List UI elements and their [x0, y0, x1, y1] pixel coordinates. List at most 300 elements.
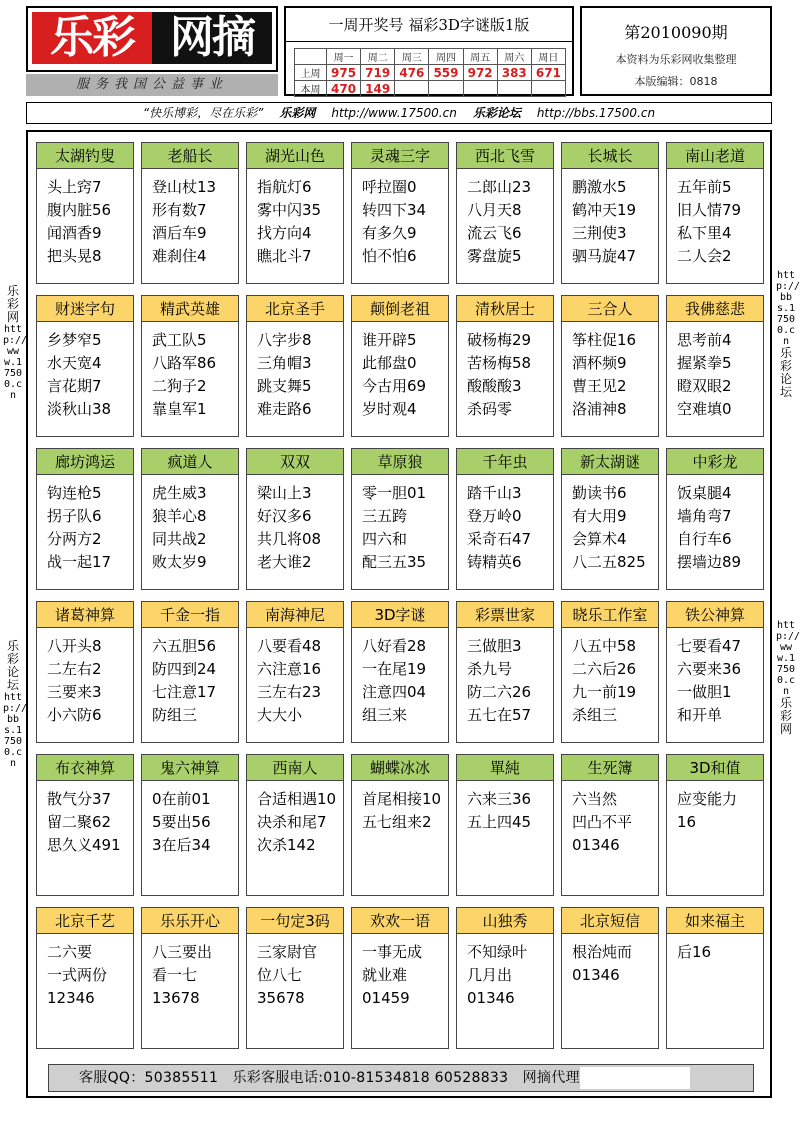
period-box — [580, 6, 772, 96]
riddle-card-title: 南海神尼 — [247, 602, 343, 628]
riddle-card-body — [142, 934, 238, 1010]
riddle-card — [36, 907, 134, 1049]
riddle-line: 应变能力 — [677, 790, 738, 808]
riddle-line: 战一起17 — [47, 553, 112, 571]
draw-number: 559 — [429, 65, 463, 81]
riddle-card-body — [37, 169, 133, 268]
riddle-line: 六五胆56 — [152, 637, 217, 655]
riddle-line: 二人会2 — [677, 247, 732, 265]
riddle-card-title: 北京千艺 — [37, 908, 133, 934]
riddle-card-body — [352, 934, 448, 1010]
riddle-card-body — [352, 628, 448, 727]
riddle-card-body — [352, 781, 448, 834]
riddle-line: 难刹住4 — [152, 247, 207, 265]
riddle-card — [456, 754, 554, 896]
riddle-card-body — [562, 628, 658, 727]
riddle-line: 01459 — [362, 989, 410, 1007]
issue-box — [284, 6, 574, 96]
riddle-line: 六要来36 — [677, 660, 742, 678]
riddle-line: 驷马旋47 — [572, 247, 637, 265]
riddle-card-title: 精武英雄 — [142, 296, 238, 322]
riddle-line: 指航灯6 — [257, 178, 312, 196]
right-side-site-name: 乐彩网 — [779, 696, 792, 736]
riddle-card — [666, 907, 764, 1049]
riddle-line: 几月出 — [467, 966, 513, 984]
riddle-line: 梁山上3 — [257, 484, 312, 502]
riddle-line: 七注意17 — [152, 683, 217, 701]
riddle-card — [666, 754, 764, 896]
riddle-line: 二六后26 — [572, 660, 637, 678]
riddle-line: 乡梦窄5 — [47, 331, 102, 349]
riddle-line: 八字步8 — [257, 331, 312, 349]
riddle-line: 凹凸不平 — [572, 813, 633, 831]
issue-title: 一周开奖号 福彩3D字谜版1版 — [286, 8, 572, 42]
riddle-line: 拐子队6 — [47, 507, 102, 525]
riddle-line: 八二五825 — [572, 553, 646, 571]
riddle-card-body — [247, 781, 343, 857]
riddle-card-body — [247, 322, 343, 421]
right-side-text-bottom — [776, 620, 800, 736]
riddle-card-title: 南山老道 — [667, 143, 763, 169]
motto: “快乐博彩，尽在乐彩” — [142, 106, 264, 120]
riddle-card — [246, 448, 344, 590]
riddle-line: 注意四04 — [362, 683, 427, 701]
riddle-card-title: 3D字谜 — [352, 602, 448, 628]
riddle-line: 就业难 — [362, 966, 408, 984]
riddle-line: 二狗子2 — [152, 377, 207, 395]
riddle-line: 3在后34 — [152, 836, 211, 854]
day-header: 周二 — [361, 49, 395, 65]
riddle-line: 有大用9 — [572, 507, 627, 525]
riddle-card-title: 疯道人 — [142, 449, 238, 475]
riddle-card-title: 晓乐工作室 — [562, 602, 658, 628]
riddle-card — [141, 142, 239, 284]
riddle-line: 八开头8 — [47, 637, 102, 655]
riddle-line: 旧人情79 — [677, 201, 742, 219]
riddle-card — [456, 448, 554, 590]
riddle-line: 位八七 — [257, 966, 303, 984]
riddle-line: 后16 — [677, 943, 712, 961]
riddle-line: 私下里4 — [677, 224, 732, 242]
riddle-line: 苦杨梅58 — [467, 354, 532, 372]
last-week-label: 上周 — [295, 65, 327, 81]
slogan: 服务我国公益事业 — [26, 74, 278, 96]
riddle-card-body — [142, 322, 238, 421]
riddle-card — [141, 907, 239, 1049]
left-side-site-url: http://www.17500.cn — [3, 324, 28, 401]
riddle-line: 和开单 — [677, 706, 723, 724]
riddle-board — [26, 130, 772, 1098]
riddle-line: 曹王见2 — [572, 377, 627, 395]
riddle-card — [246, 907, 344, 1049]
riddle-line: 七要看47 — [677, 637, 742, 655]
riddle-card-title: 三合人 — [562, 296, 658, 322]
riddle-card — [141, 295, 239, 437]
riddle-card-title: 北京圣手 — [247, 296, 343, 322]
riddle-line: 靠皇军1 — [152, 400, 207, 418]
riddle-line: 闻酒香9 — [47, 224, 102, 242]
draw-number: 719 — [361, 65, 395, 81]
logo-black-text: 网摘 — [152, 12, 272, 64]
riddle-line: 八路军86 — [152, 354, 217, 372]
riddle-card-body — [667, 475, 763, 574]
riddle-card — [561, 754, 659, 896]
agent-blank — [580, 1067, 690, 1089]
riddle-line: 防组三 — [152, 706, 198, 724]
riddle-line: 狼羊心8 — [152, 507, 207, 525]
riddle-line: 决杀和尾7 — [257, 813, 327, 831]
riddle-line: 八要看48 — [257, 637, 322, 655]
period-number: 第2010090期 — [624, 23, 728, 42]
draw-number: 972 — [463, 65, 497, 81]
riddle-line: 败太岁9 — [152, 553, 207, 571]
day-header: 周三 — [395, 49, 429, 65]
draw-number: 383 — [497, 65, 531, 81]
riddle-line: 组三来 — [362, 706, 408, 724]
agent-label: 网摘代理 — [522, 1070, 580, 1086]
riddle-card-title: 3D和值 — [667, 755, 763, 781]
riddle-card-body — [247, 934, 343, 1010]
link-bar — [26, 102, 772, 124]
riddle-line: 01346 — [572, 836, 620, 854]
riddle-card-title: 西南人 — [247, 755, 343, 781]
riddle-card-title: 千金一指 — [142, 602, 238, 628]
riddle-line: 看一七 — [152, 966, 198, 984]
riddle-line: 根治炖而 — [572, 943, 633, 961]
riddle-line: 防四到24 — [152, 660, 217, 678]
draw-number: 671 — [531, 65, 565, 81]
riddle-line: 岁时观4 — [362, 400, 417, 418]
draw-results-table — [294, 48, 566, 97]
riddle-card-body — [37, 628, 133, 727]
riddle-card-body — [667, 169, 763, 268]
riddle-line: 一事无成 — [362, 943, 423, 961]
riddle-card-title: 一句定3码 — [247, 908, 343, 934]
riddle-card — [351, 142, 449, 284]
riddle-card-body — [142, 781, 238, 857]
riddle-line: 言花期7 — [47, 377, 102, 395]
riddle-card-body — [37, 934, 133, 1010]
riddle-line: 一在尾19 — [362, 660, 427, 678]
riddle-line: 八三要出 — [152, 943, 213, 961]
right-side-site-url: http://www.17500.cn — [776, 620, 800, 697]
riddle-line: 三角帽3 — [257, 354, 312, 372]
riddle-line: 留二聚62 — [47, 813, 112, 831]
draw-number — [463, 81, 497, 97]
riddle-card — [246, 754, 344, 896]
riddle-line: 鹏激水5 — [572, 178, 627, 196]
riddle-card — [456, 907, 554, 1049]
riddle-card-body — [37, 322, 133, 421]
riddle-card-title: 诸葛神算 — [37, 602, 133, 628]
riddle-line: 五年前5 — [677, 178, 732, 196]
riddle-line: 5要出56 — [152, 813, 211, 831]
left-side-forum-url: http://bbs.17500.cn — [3, 692, 28, 769]
riddle-card — [456, 295, 554, 437]
riddle-card — [666, 601, 764, 743]
riddle-card — [351, 448, 449, 590]
riddle-card-title: 中彩龙 — [667, 449, 763, 475]
riddle-card — [141, 601, 239, 743]
riddle-line: 01346 — [467, 989, 515, 1007]
riddle-line: 合适相遇10 — [257, 790, 337, 808]
riddle-card-title: 生死簿 — [562, 755, 658, 781]
riddle-line: 三做胆3 — [467, 637, 522, 655]
riddle-card-body — [667, 934, 763, 964]
riddle-line: 酒杯频9 — [572, 354, 627, 372]
riddle-card — [246, 295, 344, 437]
riddle-line: 踏千山3 — [467, 484, 522, 502]
draw-number: 476 — [395, 65, 429, 81]
riddle-card-body — [562, 169, 658, 268]
riddle-line: 瞧北斗7 — [257, 247, 312, 265]
riddle-line: 杀码零 — [467, 400, 513, 418]
day-header: 周一 — [327, 49, 361, 65]
draw-table-corner — [295, 49, 327, 65]
riddle-line: 三五跨 — [362, 507, 408, 525]
riddle-line: 形有数7 — [152, 201, 207, 219]
right-side-forum-url: http://bbs.17500.cn — [776, 270, 800, 347]
riddle-line: 登万岭0 — [467, 507, 522, 525]
riddle-card — [561, 142, 659, 284]
left-side-text-top — [3, 284, 28, 401]
riddle-line: 洛浦神8 — [572, 400, 627, 418]
riddle-line: 腹内脏56 — [47, 201, 112, 219]
riddle-card — [351, 601, 449, 743]
riddle-card-body — [667, 322, 763, 421]
riddle-card-title: 老船长 — [142, 143, 238, 169]
riddle-card-title: 太湖钓叟 — [37, 143, 133, 169]
riddle-card-title: 财迷字句 — [37, 296, 133, 322]
riddle-card — [456, 601, 554, 743]
riddle-line: 酒后车9 — [152, 224, 207, 242]
riddle-line: 同共战2 — [152, 530, 207, 548]
riddle-card — [36, 601, 134, 743]
forum-label: 乐彩论坛 — [472, 106, 521, 120]
riddle-line: 四六和 — [362, 530, 408, 548]
left-side-text-bottom — [3, 639, 28, 769]
right-side-text-top — [776, 270, 800, 399]
riddle-line: 一做胆1 — [677, 683, 732, 701]
riddle-line: 破杨梅29 — [467, 331, 532, 349]
riddle-card-body — [562, 781, 658, 857]
riddle-card-title: 新太湖谜 — [562, 449, 658, 475]
riddle-line: 三要来3 — [47, 683, 102, 701]
riddle-line: 九一前19 — [572, 683, 637, 701]
draw-number — [497, 81, 531, 97]
riddle-line: 跳支舞5 — [257, 377, 312, 395]
service-qq: 客服QQ：50385511 — [79, 1070, 219, 1086]
riddle-card-title: 双双 — [247, 449, 343, 475]
riddle-line: 12346 — [47, 989, 95, 1007]
riddle-card — [141, 754, 239, 896]
riddle-card-title: 鬼六神算 — [142, 755, 238, 781]
riddle-card-body — [37, 475, 133, 574]
riddle-card — [141, 448, 239, 590]
riddle-line: 13678 — [152, 989, 200, 1007]
riddle-line: 杀九号 — [467, 660, 513, 678]
riddle-card — [351, 907, 449, 1049]
riddle-line: 思考前4 — [677, 331, 732, 349]
riddle-line: 好汉多6 — [257, 507, 312, 525]
riddle-line: 流云飞6 — [467, 224, 522, 242]
site-link[interactable]: http://www.17500.cn — [331, 106, 457, 120]
riddle-line: 瞪双眼2 — [677, 377, 732, 395]
riddle-line: 怕不怕6 — [362, 247, 417, 265]
riddle-card-body — [562, 934, 658, 987]
riddle-card — [351, 295, 449, 437]
riddle-card-body — [352, 475, 448, 574]
riddle-card — [561, 907, 659, 1049]
riddle-card-body — [667, 781, 763, 834]
riddle-card-body — [457, 781, 553, 834]
riddle-line: 0在前01 — [152, 790, 211, 808]
riddle-card — [666, 448, 764, 590]
day-header: 周日 — [531, 49, 565, 65]
riddle-line: 雾中闪35 — [257, 201, 322, 219]
riddle-line: 01346 — [572, 966, 620, 984]
riddle-card-title: 北京短信 — [562, 908, 658, 934]
riddle-card — [456, 142, 554, 284]
riddle-card-body — [562, 475, 658, 574]
day-header: 周四 — [429, 49, 463, 65]
riddle-card-title: 西北飞雪 — [457, 143, 553, 169]
draw-number: 470 — [327, 81, 361, 97]
riddle-card-title: 草原狼 — [352, 449, 448, 475]
riddle-card — [36, 142, 134, 284]
riddle-card-title: 千年虫 — [457, 449, 553, 475]
riddle-card-title: 如来福主 — [667, 908, 763, 934]
riddle-line: 鹤冲天19 — [572, 201, 637, 219]
riddle-line: 零一胆01 — [362, 484, 427, 502]
riddle-card-title: 灵魂三字 — [352, 143, 448, 169]
riddle-line: 把头晃8 — [47, 247, 102, 265]
riddle-card-title: 乐乐开心 — [142, 908, 238, 934]
riddle-line: 次杀142 — [257, 836, 316, 854]
riddle-card — [246, 601, 344, 743]
riddle-line: 采奇石47 — [467, 530, 532, 548]
riddle-line: 转四下34 — [362, 201, 427, 219]
riddle-card — [36, 295, 134, 437]
riddle-card-body — [352, 169, 448, 268]
draw-number: 975 — [327, 65, 361, 81]
riddle-line: 六注意16 — [257, 660, 322, 678]
draw-number — [395, 81, 429, 97]
riddle-line: 谁开辟5 — [362, 331, 417, 349]
riddle-line: 水天宽4 — [47, 354, 102, 372]
riddle-card-title: 清秋居士 — [457, 296, 553, 322]
draw-number — [429, 81, 463, 97]
riddle-line: 小六防6 — [47, 706, 102, 724]
riddle-line: 饭桌腿4 — [677, 484, 732, 502]
riddle-card — [36, 754, 134, 896]
riddle-line: 酸酸酸3 — [467, 377, 522, 395]
riddle-card-title: 蝴蝶冰冰 — [352, 755, 448, 781]
site-label: 乐彩网 — [279, 106, 316, 120]
logo — [26, 6, 278, 72]
riddle-line: 雾盘旋5 — [467, 247, 522, 265]
riddle-line: 墙角弯7 — [677, 507, 732, 525]
riddle-line: 老大谁2 — [257, 553, 312, 571]
riddle-line: 握紧拳5 — [677, 354, 732, 372]
riddle-line: 五七组来2 — [362, 813, 432, 831]
riddle-line: 头上窍7 — [47, 178, 102, 196]
riddle-card-title: 铁公神算 — [667, 602, 763, 628]
riddle-line: 登山杖13 — [152, 178, 217, 196]
riddle-line: 二郎山23 — [467, 178, 532, 196]
riddle-line: 铸精英6 — [467, 553, 522, 571]
riddle-card-body — [457, 169, 553, 268]
riddle-line: 六当然 — [572, 790, 618, 808]
forum-link[interactable]: http://bbs.17500.cn — [536, 106, 656, 120]
riddle-line: 首尾相接10 — [362, 790, 442, 808]
riddle-card-title: 山独秀 — [457, 908, 553, 934]
riddle-grid — [36, 142, 766, 1049]
riddle-card-body — [562, 322, 658, 421]
riddle-card-body — [247, 628, 343, 727]
riddle-line: 五七在57 — [467, 706, 532, 724]
riddle-line: 会算术4 — [572, 530, 627, 548]
riddle-card-body — [667, 628, 763, 727]
riddle-card-title: 廊坊鸿运 — [37, 449, 133, 475]
riddle-line: 大大小 — [257, 706, 303, 724]
right-side-forum-name: 乐彩论坛 — [779, 346, 792, 399]
riddle-card-body — [457, 322, 553, 421]
riddle-line: 有多久9 — [362, 224, 417, 242]
riddle-card-body — [142, 169, 238, 268]
riddle-line: 防二六26 — [467, 683, 532, 701]
riddle-card-body — [142, 475, 238, 574]
riddle-line: 呼拉圈0 — [362, 178, 417, 196]
draw-number — [531, 81, 565, 97]
riddle-line: 二六要 — [47, 943, 93, 961]
left-side-forum-name: 乐彩论坛 — [6, 639, 19, 692]
riddle-card-body — [247, 169, 343, 268]
editor-note: 本版编辑：0818 — [634, 75, 718, 88]
riddle-card-body — [457, 934, 553, 1010]
riddle-line: 三家尉官 — [257, 943, 318, 961]
riddle-line: 勤读书6 — [572, 484, 627, 502]
riddle-line: 三左右23 — [257, 683, 322, 701]
riddle-card — [666, 295, 764, 437]
riddle-card-body — [37, 781, 133, 857]
riddle-line: 配三五35 — [362, 553, 427, 571]
riddle-line: 难走路6 — [257, 400, 312, 418]
riddle-line: 八好看28 — [362, 637, 427, 655]
riddle-line: 分两方2 — [47, 530, 102, 548]
riddle-line: 今古用69 — [362, 377, 427, 395]
contact-footer — [48, 1064, 754, 1092]
riddle-line: 二左右2 — [47, 660, 102, 678]
riddle-line: 找方向4 — [257, 224, 312, 242]
riddle-line: 一式两份 — [47, 966, 108, 984]
day-header: 周六 — [497, 49, 531, 65]
riddle-card — [561, 295, 659, 437]
riddle-card-title: 我佛慈悲 — [667, 296, 763, 322]
riddle-card-body — [352, 322, 448, 421]
riddle-line: 筝柱促16 — [572, 331, 637, 349]
riddle-line: 摆墙边89 — [677, 553, 742, 571]
riddle-line: 不知绿叶 — [467, 943, 528, 961]
riddle-line: 35678 — [257, 989, 305, 1007]
riddle-card — [246, 142, 344, 284]
riddle-card — [351, 754, 449, 896]
service-phone: 乐彩客服电话:010-81534818 60528833 — [232, 1070, 509, 1086]
draw-number: 149 — [361, 81, 395, 97]
riddle-line: 此郁盘0 — [362, 354, 417, 372]
riddle-line: 淡秋山38 — [47, 400, 112, 418]
riddle-line: 自行车6 — [677, 530, 732, 548]
